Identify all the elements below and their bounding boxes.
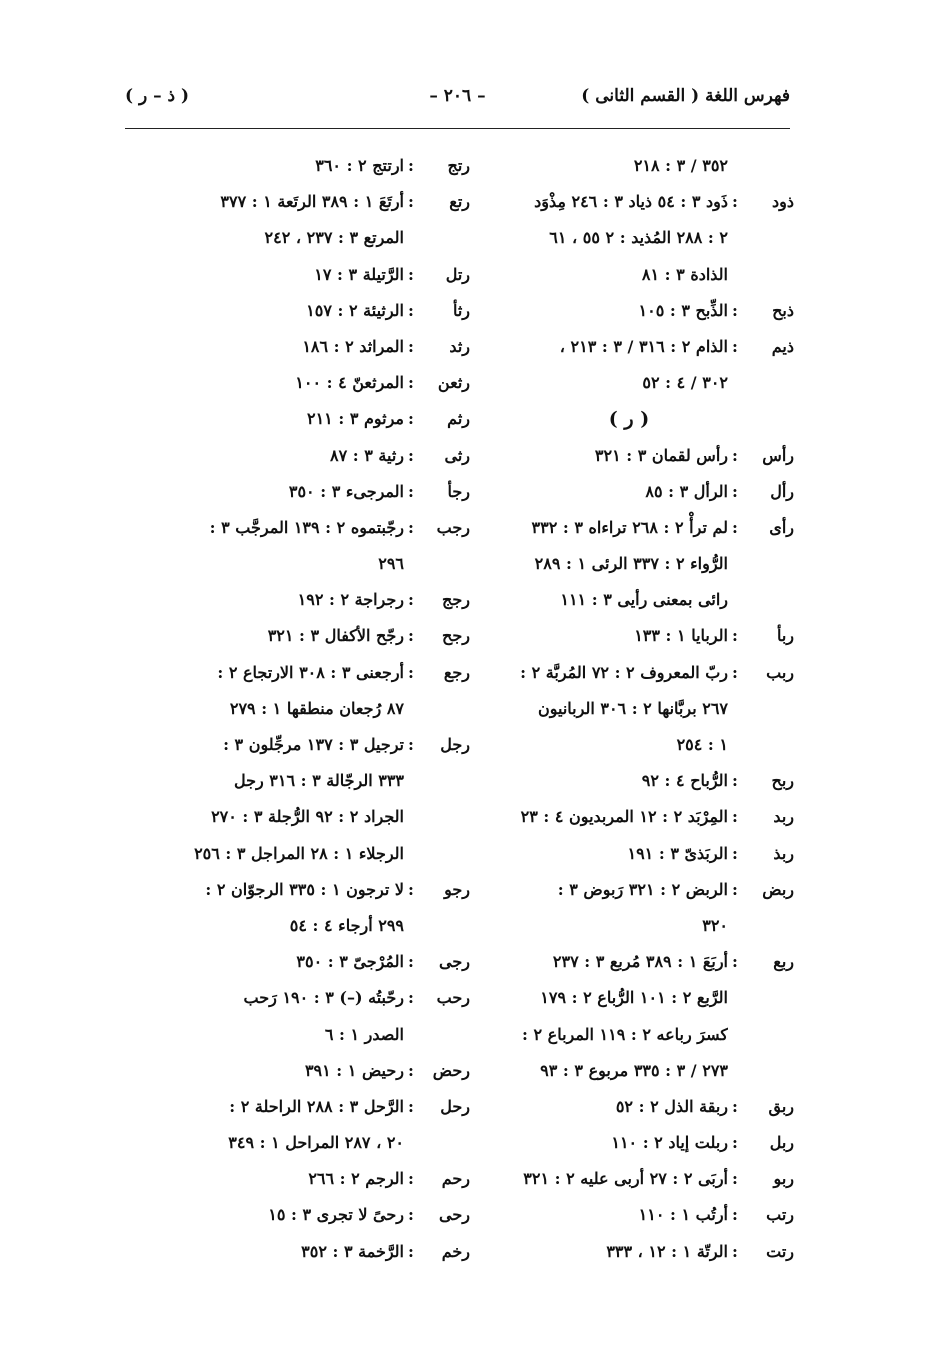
headword-root: ربد: [773, 807, 794, 827]
headword-root: ذبح: [772, 300, 794, 320]
entry-references: رحيض ١ : ٣٩١: [304, 1060, 404, 1080]
continuation-references: ٢٧٣ / ٣ : ٣٣٥ مربوع ٣ : ٩٣: [540, 1060, 728, 1080]
index-continuation: [464, 908, 794, 944]
separator-colon: :: [732, 192, 738, 212]
separator-colon: :: [408, 590, 414, 610]
headword-root: ربض: [762, 879, 794, 899]
right-column: [464, 148, 794, 1270]
headword-root: رحل: [440, 1096, 470, 1116]
index-entry: [464, 1125, 794, 1161]
continuation-references: ١ : ٢٥٤: [676, 735, 728, 754]
continuation-references: المرتع ٣ : ٢٣٧ ، ٢٤٢: [264, 228, 404, 248]
separator-colon: :: [408, 336, 414, 356]
headword-root: رحض: [432, 1060, 470, 1080]
headword-root: رأس: [762, 445, 794, 465]
separator-colon: :: [408, 988, 414, 1008]
continuation-references: ٨٧ رُجعان منطقها ١ : ٢٧٩: [229, 698, 404, 718]
index-entry: [140, 184, 470, 220]
headword-root: رجب: [436, 517, 470, 537]
index-continuation: [464, 148, 794, 184]
index-continuation: [464, 220, 794, 256]
separator-colon: :: [732, 952, 738, 972]
continuation-references: ٢٦٧ بربَّانها ٢ : ٣٠٦ الربانيون: [538, 698, 728, 718]
index-entry: [464, 1089, 794, 1125]
separator-colon: :: [408, 1096, 414, 1116]
headword-root: رأى: [769, 517, 794, 537]
headword-root: رتع: [449, 192, 470, 212]
entry-references: رأس لقمان ٣ : ٣٢١: [594, 445, 728, 465]
page-header: [125, 82, 790, 114]
headword-root: ربق: [768, 1096, 794, 1116]
entry-references: لا ترجون ١ : ٣٣٥ الرجوّان ٢ :: [205, 879, 404, 899]
continuation-references: ٢٩٩ أرجاء ٤ : ٥٤: [289, 915, 404, 935]
continuation-references: ٢ : ٢٨٨ المُذيد : ٢ ٥٥ ، ٦١: [549, 228, 728, 248]
page-number: – ٢٠٦ –: [429, 86, 486, 106]
separator-colon: :: [732, 662, 738, 682]
entry-references: لم ترأْ ٢ : ٢٦٨ تراءاه ٣ : ٣٣٢: [531, 517, 728, 537]
index-continuation: [464, 257, 794, 293]
headword-root: رثأ: [452, 300, 470, 320]
index-entry: [464, 474, 794, 510]
index-entry: [464, 655, 794, 691]
entry-references: الرتّة ١ : ١٢ ، ٣٣٣: [606, 1241, 728, 1261]
headword-root: رجأ: [447, 481, 470, 501]
separator-colon: :: [732, 1241, 738, 1261]
headword-root: رحب: [436, 988, 470, 1008]
index-continuation: [140, 836, 470, 872]
index-continuation: [464, 1053, 794, 1089]
index-entry: [140, 618, 470, 654]
entry-references: المرثعنّ ٤ : ١٠٠: [295, 373, 404, 393]
entry-references: المراثد ٢ : ١٨٦: [302, 336, 404, 356]
separator-colon: :: [732, 1169, 738, 1189]
index-continuation: [140, 763, 470, 799]
headword-root: رجج: [442, 590, 470, 610]
entry-references: ذَود ٣ : ٥٤ ذياد ٣ : ٢٤٦ مِذْوَد: [534, 192, 728, 212]
index-entry: [464, 763, 794, 799]
index-continuation: [140, 1125, 470, 1161]
separator-colon: :: [408, 735, 414, 754]
continuation-references: كسرَ رباعه ٢ : ١١٩ المرباع ٢ :: [522, 1024, 728, 1044]
separator-colon: :: [408, 626, 414, 646]
index-entry: [140, 474, 470, 510]
separator-colon: :: [732, 1205, 738, 1225]
separator-colon: :: [408, 373, 414, 393]
headword-root: رحى: [439, 1205, 470, 1225]
entry-references: ارتتج ٢ : ٣٦٠: [315, 156, 404, 175]
separator-colon: :: [732, 1096, 738, 1116]
separator-colon: :: [408, 952, 414, 972]
index-continuation: [464, 546, 794, 582]
index-continuation: [140, 1017, 470, 1053]
separator-colon: :: [408, 481, 414, 501]
headword-root: رجح: [442, 626, 470, 646]
index-entry: [464, 184, 794, 220]
continuation-references: ٣٢٠: [702, 915, 728, 935]
headword-root: رتب: [766, 1205, 794, 1225]
headword-root: رجع: [443, 662, 470, 682]
entry-references: مرثوم ٣ : ٢١١: [306, 409, 404, 429]
entry-references: المِرْبَد ٢ : ١٢ المربديون ٤ : ٢٣: [520, 807, 728, 827]
separator-colon: :: [408, 1060, 414, 1080]
entry-references: المرجىء ٣ : ٣٥٠: [288, 481, 404, 501]
index-entry: [140, 1197, 470, 1233]
index-entry: [140, 1089, 470, 1125]
index-continuation: [464, 1017, 794, 1053]
separator-colon: :: [408, 662, 414, 682]
continuation-references: الرجلاء ١ : ٢٨ المراجل ٣ : ٢٥٦: [194, 843, 404, 863]
index-entry: [464, 510, 794, 546]
separator-colon: :: [408, 879, 414, 899]
index-continuation: [140, 799, 470, 835]
separator-colon: :: [732, 445, 738, 465]
separator-colon: :: [408, 445, 414, 465]
continuation-references: ٣٣٣ الرجّالة ٣ : ٣١٦ رجل: [233, 771, 404, 791]
continuation-references: الرُّواء ٢ : ٣٣٧ الرئى ١ : ٢٨٩: [534, 554, 728, 574]
headword-root: رثى: [444, 445, 470, 465]
index-entry: [464, 1234, 794, 1270]
index-continuation: [464, 691, 794, 727]
index-entry: [140, 510, 470, 546]
headword-root: رتل: [445, 264, 470, 284]
index-entry: [464, 293, 794, 329]
separator-colon: :: [732, 517, 738, 537]
index-entry: [140, 655, 470, 691]
entry-references: أرجعنى ٣ : ٣٠٨ الارتجاع ٢ :: [217, 662, 404, 682]
index-continuation: [464, 980, 794, 1016]
headword-root: ذيم: [771, 336, 794, 356]
entry-references: الرَّتيلة ٣ : ١٧: [314, 264, 404, 284]
separator-colon: :: [408, 517, 414, 537]
index-entry: [140, 1053, 470, 1089]
headword-root: رجو: [444, 879, 470, 899]
separator-colon: :: [408, 1205, 414, 1225]
entry-references: الربَذىّ ٣ : ١٩١: [627, 843, 728, 863]
continuation-references: ٢٩٦: [378, 554, 404, 574]
index-entry: [140, 148, 470, 184]
headword-root: رثد: [449, 336, 470, 356]
index-entry: [140, 872, 470, 908]
index-entry: [464, 1161, 794, 1197]
continuation-references: ٣٥٢ / ٣ : ٢١٨: [633, 156, 728, 175]
index-entry: [464, 438, 794, 474]
headword-root: ربذ: [773, 843, 794, 863]
index-entry: [140, 1161, 470, 1197]
separator-colon: :: [732, 771, 738, 791]
separator-colon: :: [732, 481, 738, 501]
index-entry: [140, 944, 470, 980]
index-continuation: [464, 582, 794, 618]
index-entry: [464, 872, 794, 908]
index-continuation: [464, 727, 794, 763]
separator-colon: :: [732, 300, 738, 320]
index-entry: [140, 401, 470, 437]
index-entry: [140, 329, 470, 365]
continuation-references: الجراد ٢ : ٩٢ الرُّجلة ٣ : ٢٧٠: [211, 807, 404, 827]
headword-root: رتت: [766, 1241, 794, 1261]
index-continuation: [140, 546, 470, 582]
entry-references: الرُّباح ٤ : ٩٢: [641, 771, 728, 791]
index-entry: [464, 618, 794, 654]
headword-root: ربأ: [776, 626, 794, 646]
entry-references: أربَعَ ١ : ٣٨٩ مُربع ٣ : ٢٣٧: [552, 952, 728, 972]
entry-references: ربلت إياد ٢ : ١١٠: [611, 1133, 728, 1153]
section-letter: ( ر ): [608, 408, 650, 431]
entry-references: رجراجة ٢ : ١٩٢: [297, 590, 404, 610]
headword-root: رجل: [440, 735, 470, 754]
entry-references: الربض ٢ : ٣٢١ رَبوض ٣ :: [557, 879, 728, 899]
separator-colon: :: [408, 300, 414, 320]
entry-references: المُرْجىّ ٣ : ٣٥٠: [296, 952, 404, 972]
index-entry: [140, 980, 470, 1016]
continuation-references: ٣٠٢ / ٤ : ٥٢: [642, 373, 728, 393]
separator-colon: :: [732, 807, 738, 827]
entry-references: الرثيئة ٢ : ١٥٧: [306, 300, 404, 320]
index-entry: [464, 799, 794, 835]
headword-root: رجى: [439, 952, 470, 972]
index-entry: [140, 365, 470, 401]
separator-colon: :: [408, 192, 414, 212]
headword-root: رتج: [447, 156, 470, 175]
entry-references: الرَّحل ٣ : ٢٨٨ الراحلة ٢ :: [229, 1096, 404, 1116]
continuation-references: رائى بمعنى رأيى ٣ : ١١١: [560, 590, 728, 610]
separator-colon: :: [732, 843, 738, 863]
entry-references: أرتَعَ ١ : ٣٨٩ الرتَعة ١ : ٣٧٧: [220, 192, 404, 212]
index-entry: [140, 257, 470, 293]
index-entry: [464, 836, 794, 872]
index-entry: [464, 329, 794, 365]
separator-colon: :: [732, 336, 738, 356]
running-title: فهرس اللغة ( القسم الثانى ): [581, 86, 790, 106]
index-continuation: [140, 908, 470, 944]
entry-references: رثية ٣ : ٨٧: [330, 445, 404, 465]
header-rule: [125, 128, 790, 129]
separator-colon: :: [408, 156, 414, 175]
index-entry: [140, 582, 470, 618]
entry-references: الرجم ٢ : ٢٦٦: [308, 1169, 404, 1189]
index-entry: [140, 1234, 470, 1270]
continuation-references: الرَّبع ٢ : ١٠١ الرُّباع ٢ : ١٧٩: [540, 988, 728, 1008]
index-entry: [140, 727, 470, 763]
headword-root: رأل: [770, 481, 794, 501]
entry-references: الذام ٢ : ٣١٦ / ٣ : ٢١٣ ،: [559, 336, 728, 356]
separator-colon: :: [408, 1241, 414, 1261]
continuation-references: ٢٠ ، ٢٨٧ المراحل ١ : ٣٤٩: [228, 1133, 404, 1153]
entry-references: الربايا ١ : ١٣٣: [634, 626, 728, 646]
headword-root: ربو: [773, 1169, 794, 1189]
left-column: [140, 148, 470, 1270]
headword-root: ربل: [769, 1133, 794, 1153]
headword-root: ربح: [771, 771, 794, 791]
entry-references: رجّبتموه ٢ : ١٣٩ المرجَّب ٣ :: [209, 517, 404, 537]
section-heading: [464, 401, 794, 437]
separator-colon: :: [732, 879, 738, 899]
separator-colon: :: [732, 1133, 738, 1153]
headword-root: رثم: [447, 409, 470, 429]
continuation-references: الصدر ١ : ٦: [324, 1024, 404, 1044]
headword-root: رثعن: [437, 373, 470, 393]
separator-colon: :: [408, 264, 414, 284]
entry-references: الرَّخمة ٣ : ٣٥٢: [301, 1241, 404, 1261]
letter-range: ( ذ – ر ): [125, 86, 190, 106]
entry-references: ربقة الذل ٢ : ٥٢: [615, 1096, 728, 1116]
index-entry: [140, 438, 470, 474]
entry-references: رجّح الأكفال ٣ : ٣٢١: [267, 626, 404, 646]
entry-references: رحّبتُه (–) ٣ : ١٩٠ رَحب: [243, 988, 404, 1008]
headword-root: رخم: [441, 1241, 470, 1261]
entry-references: رحىً لا تجرى ٣ : ١٥: [268, 1205, 404, 1225]
entry-references: أرتُب ١ : ١١٠: [638, 1205, 728, 1225]
headword-root: رحم: [441, 1169, 470, 1189]
entry-references: الذِّبح ٣ : ١٠٥: [638, 300, 728, 320]
separator-colon: :: [408, 1169, 414, 1189]
separator-colon: :: [408, 409, 414, 429]
index-entry: [464, 1197, 794, 1233]
headword-root: ذود: [772, 192, 794, 212]
continuation-references: الذادة ٣ : ٨١: [641, 264, 728, 284]
entry-references: ترجيل ٣ : ١٣٧ مرجِّلون ٣ :: [223, 735, 404, 754]
index-continuation: [464, 365, 794, 401]
entry-references: الرأل ٣ : ٨٥: [645, 481, 728, 501]
entry-references: أربَى ٢ : ٢٧ أربى عليه ٢ : ٣٢١: [523, 1169, 728, 1189]
entry-references: ربّ المعروف ٢ : ٧٢ المُربَّة ٢ :: [520, 662, 728, 682]
index-continuation: [140, 691, 470, 727]
index-continuation: [140, 220, 470, 256]
headword-root: ربع: [773, 952, 794, 972]
headword-root: ربب: [766, 662, 794, 682]
index-entry: [464, 944, 794, 980]
separator-colon: :: [732, 626, 738, 646]
index-entry: [140, 293, 470, 329]
